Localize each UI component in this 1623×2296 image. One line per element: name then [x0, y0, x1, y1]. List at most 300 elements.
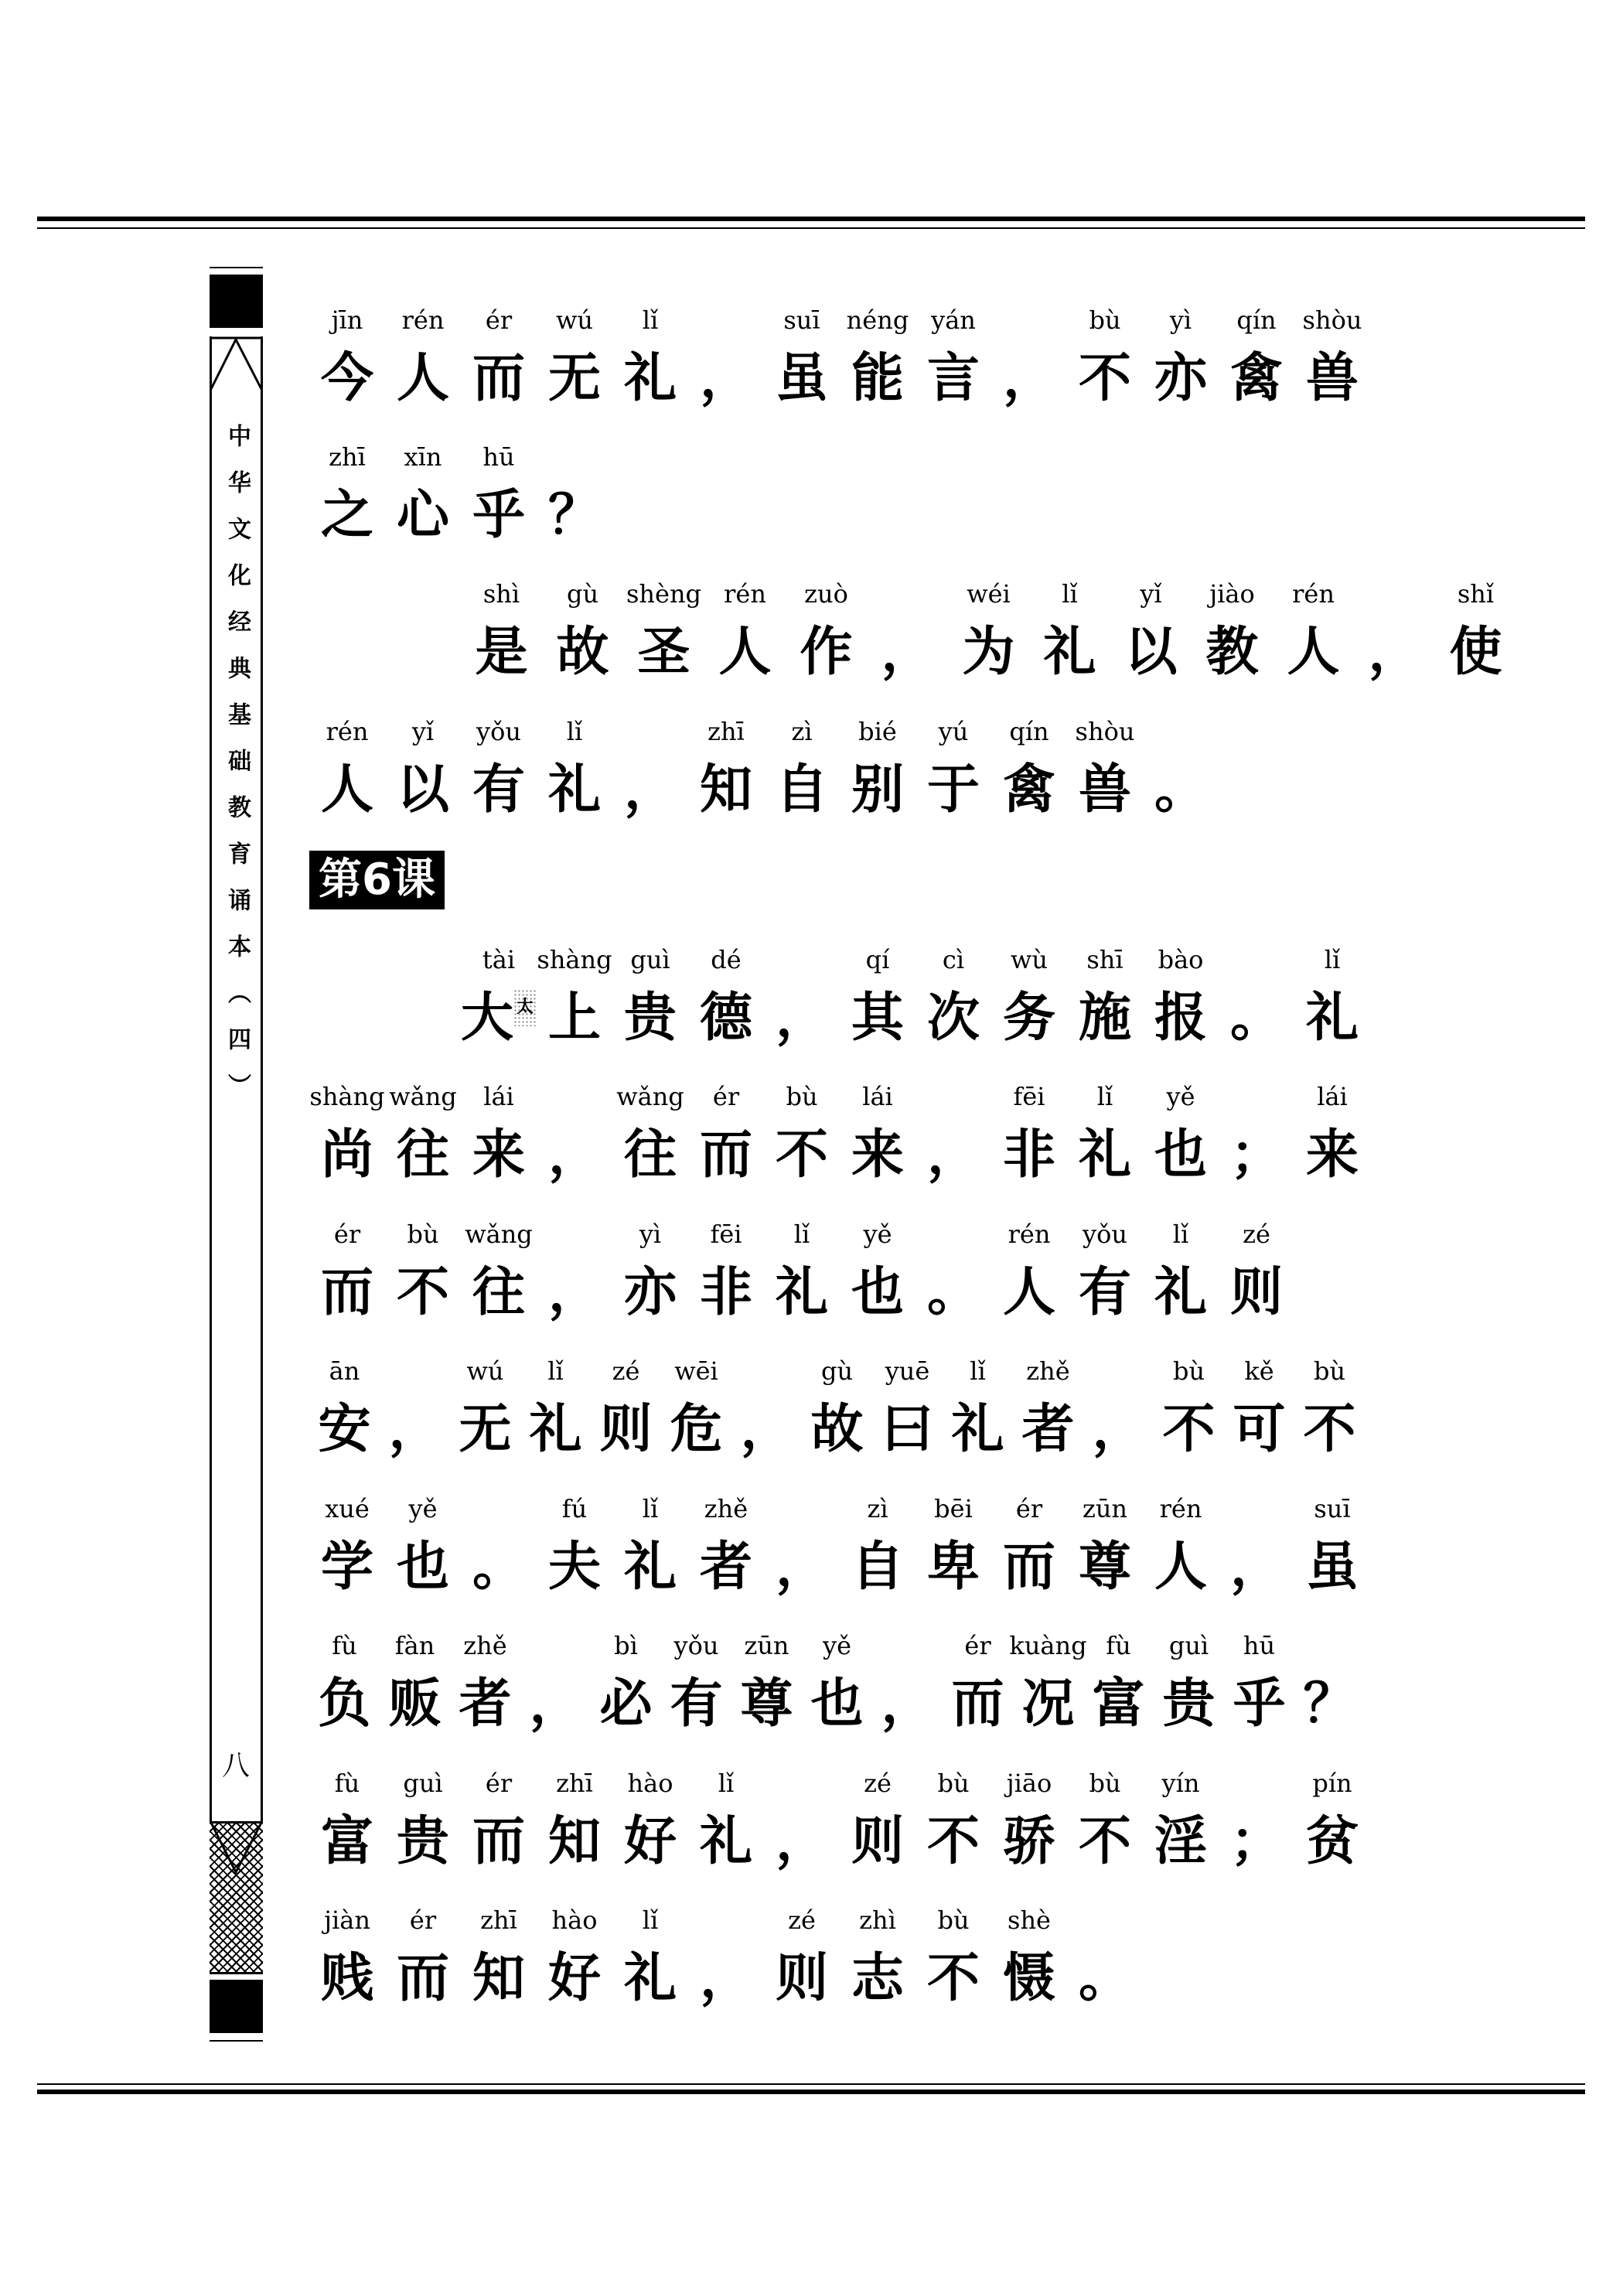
pinyin: qín [1009, 717, 1049, 746]
pinyin: zhě [704, 1494, 748, 1523]
pinyin: fù [1106, 1631, 1131, 1660]
pinyin: rén [1008, 1220, 1051, 1249]
text-line [309, 1061, 1369, 1192]
pinyin: yì [1169, 305, 1192, 335]
pinyin: ér [485, 305, 513, 335]
ruby-unit [1083, 1624, 1154, 1742]
hanzi: ， [881, 1673, 934, 1735]
hanzi: 好 [547, 1948, 601, 2009]
pinyin: bù [1089, 1769, 1121, 1798]
pinyin: yú [938, 717, 969, 746]
pinyin: ér [333, 1220, 361, 1249]
ruby-unit [764, 1487, 840, 1605]
hanzi: 务 [1002, 988, 1055, 1049]
pinyin: wǎng [616, 1082, 684, 1111]
ruby-unit [661, 1624, 731, 1742]
hanzi: 往 [472, 1262, 525, 1323]
ruby-unit [991, 1213, 1067, 1330]
hanzi: 也 [810, 1673, 864, 1735]
hanzi: 志 [851, 1948, 904, 2009]
pinyin: néng [846, 305, 909, 335]
ruby-unit [461, 299, 537, 416]
hanzi: ， [1229, 1537, 1283, 1598]
hanzi: 必 [599, 1673, 653, 1735]
ruby-unit [520, 1624, 591, 1742]
ruby-unit [309, 1075, 385, 1192]
hanzi: 乎 [1233, 1673, 1286, 1735]
ruby-unit [991, 1762, 1067, 1879]
ruby-unit [1154, 1349, 1224, 1467]
pinyin: bì [614, 1631, 638, 1660]
pinyin: zé [788, 1905, 816, 1935]
pinyin: yě [863, 1220, 892, 1249]
ruby-unit [461, 435, 537, 553]
pinyin: qí [865, 945, 890, 974]
hanzi: 不 [396, 1262, 449, 1323]
pinyin: zhě [463, 1631, 507, 1660]
ruby-unit [1083, 1349, 1154, 1467]
ruby-unit [688, 1075, 764, 1192]
hanzi: 礼 [699, 1811, 752, 1872]
top-rule-thick [37, 217, 1585, 221]
pinyin: shòu [1302, 305, 1362, 335]
pinyin: wù [1011, 945, 1048, 974]
hanzi: ， [547, 1262, 601, 1323]
ruby-unit [537, 435, 612, 553]
chevron-bottom-icon [210, 1821, 263, 1875]
pinyin: bù [1089, 305, 1121, 335]
side-line-bottom [210, 2040, 263, 2042]
text-line [309, 924, 1369, 1056]
hanzi: 为 [962, 622, 1015, 683]
bottom-rule-thick [37, 2090, 1585, 2094]
hanzi: 人 [718, 622, 772, 683]
ruby-unit [764, 710, 840, 827]
pinyin: shī [1086, 945, 1123, 974]
ruby-unit [385, 1075, 461, 1192]
pinyin: ér [712, 1082, 740, 1111]
hanzi: 礼 [547, 759, 601, 820]
hanzi: 不 [1078, 1811, 1131, 1872]
ruby-unit [385, 1213, 461, 1330]
pinyin: ér [964, 1631, 991, 1660]
ruby-unit [1143, 299, 1219, 416]
ruby-unit [1110, 572, 1192, 690]
hanzi: 不 [926, 1948, 980, 2009]
pinyin: yě [408, 1494, 438, 1523]
page-number: 八 [221, 1750, 250, 1782]
ruby-unit [461, 1213, 537, 1330]
hanzi: 非 [1002, 1124, 1055, 1186]
pinyin: rén [401, 305, 445, 335]
hanzi: 尊 [740, 1673, 793, 1735]
hanzi: 言 [926, 348, 980, 409]
hanzi: ， [775, 1811, 828, 1872]
ruby-unit [688, 1213, 764, 1330]
ruby-unit [786, 572, 867, 690]
hanzi: 者 [1021, 1399, 1075, 1460]
pinyin: kě [1244, 1356, 1274, 1386]
pinyin: lǐ [642, 1494, 659, 1523]
pinyin: bào [1158, 945, 1204, 974]
pinyin: lái [1317, 1082, 1348, 1111]
ruby-unit [1143, 1213, 1219, 1330]
pinyin: xīn [404, 442, 442, 472]
ruby-unit [385, 1762, 461, 1879]
hanzi: ， [775, 1537, 828, 1598]
pinyin: wǎng [389, 1082, 457, 1111]
pinyin: zì [791, 717, 813, 746]
ruby-unit [461, 710, 537, 827]
side-line-right [261, 336, 263, 1968]
hanzi: 故 [556, 622, 609, 683]
pinyin: rén [724, 579, 766, 609]
hanzi: 无 [459, 1399, 512, 1460]
ruby-unit [385, 710, 461, 827]
pinyin: ér [1015, 1494, 1043, 1523]
ruby-unit [591, 1624, 661, 1742]
pinyin: tài [482, 945, 516, 974]
ruby-unit [1067, 299, 1143, 416]
hanzi: 学 [320, 1537, 373, 1598]
hanzi: 知 [547, 1811, 601, 1872]
pinyin: yǐ [411, 717, 435, 746]
chevron-top-icon [210, 336, 263, 391]
ruby-unit [380, 1349, 450, 1467]
ruby-unit [1294, 299, 1370, 416]
hanzi: 知 [472, 1948, 525, 2009]
pinyin: pín [1312, 1769, 1352, 1798]
ruby-unit [520, 1349, 591, 1467]
ruby-unit [840, 938, 915, 1056]
pinyin: yǒu [673, 1631, 719, 1660]
hanzi: ， [1368, 622, 1421, 683]
hanzi: 人 [1002, 1262, 1055, 1323]
ruby-unit [537, 299, 612, 416]
hanzi: 自 [775, 759, 828, 820]
hanzi: 非 [699, 1262, 752, 1323]
side-block-top [210, 275, 263, 328]
ruby-unit [1154, 1624, 1224, 1742]
hanzi: 尚 [320, 1124, 373, 1186]
hanzi: 礼 [1154, 1262, 1207, 1323]
pinyin: dé [711, 945, 742, 974]
ruby-unit [1294, 938, 1370, 1056]
ruby-unit [840, 1487, 915, 1605]
lesson-heading: 第6课 [309, 851, 445, 909]
pinyin: jīn [331, 305, 363, 335]
hanzi: ？ [1303, 1673, 1356, 1735]
hanzi: 而 [320, 1262, 373, 1323]
ruby-unit [915, 1487, 991, 1605]
pinyin: shàng [309, 1082, 385, 1111]
pinyin: yě [822, 1631, 851, 1660]
hanzi: 则 [599, 1399, 653, 1460]
hanzi: 慑 [1002, 1948, 1055, 2009]
pinyin: wú [556, 305, 593, 335]
ruby-unit [537, 1487, 612, 1605]
pinyin: zuò [804, 579, 848, 609]
ruby-unit [309, 435, 385, 553]
ruby-unit [612, 710, 688, 827]
ruby-unit [1013, 1349, 1083, 1467]
hanzi: 安 [318, 1399, 371, 1460]
hanzi: 往 [623, 1124, 677, 1186]
pinyin: zé [612, 1356, 640, 1386]
hanzi: 人 [396, 348, 449, 409]
ruby-unit [309, 1624, 380, 1742]
ruby-unit [542, 572, 623, 690]
hanzi: 则 [851, 1811, 904, 1872]
ruby-unit [991, 710, 1067, 827]
hanzi: ， [699, 348, 752, 409]
pinyin: yín [1161, 1769, 1200, 1798]
pinyin: fēi [710, 1220, 742, 1249]
pinyin: bù [1313, 1356, 1346, 1386]
hanzi: 贵 [1162, 1673, 1216, 1735]
ruby-unit [915, 1075, 991, 1192]
hanzi: 不 [926, 1811, 980, 1872]
hanzi: 于 [926, 759, 980, 820]
hanzi: 使 [1449, 622, 1502, 683]
ruby-unit [688, 710, 764, 827]
ruby-unit [385, 299, 461, 416]
hanzi: 尊 [1078, 1537, 1131, 1598]
pinyin: guì [403, 1769, 443, 1798]
hanzi: ， [1002, 348, 1055, 409]
ruby-unit [1294, 1349, 1365, 1467]
hanzi: 也 [396, 1537, 449, 1598]
ruby-unit [461, 1762, 537, 1879]
hanzi: 之 [320, 485, 373, 546]
pinyin: jiào [1209, 579, 1255, 609]
hanzi: 虽 [1305, 1537, 1359, 1598]
pinyin: zì [867, 1494, 888, 1523]
hanzi: 礼 [529, 1399, 582, 1460]
pinyin: bù [1172, 1356, 1205, 1386]
ruby-unit [1219, 1213, 1294, 1330]
ruby-unit [991, 1075, 1067, 1192]
text-line [309, 696, 1369, 827]
ruby-unit [1067, 938, 1143, 1056]
hanzi: 贵 [396, 1811, 449, 1872]
hanzi-with-note [461, 981, 537, 1056]
text-line [309, 558, 1502, 690]
hanzi: 人 [1287, 622, 1340, 683]
ruby-unit [612, 938, 688, 1056]
hanzi: 兽 [1305, 348, 1359, 409]
ruby-unit [867, 572, 948, 690]
ruby-unit [461, 1487, 537, 1605]
ruby-unit [1143, 1762, 1219, 1879]
text-line [309, 1199, 1369, 1330]
ruby-unit [612, 1899, 688, 2016]
hanzi: 上 [547, 988, 601, 1049]
ruby-unit [764, 1762, 840, 1879]
ruby-unit [943, 1624, 1013, 1742]
ruby-unit [948, 572, 1029, 690]
pinyin: zhì [859, 1905, 896, 1935]
hanzi: ； [1229, 1811, 1283, 1872]
pinyin: fù [334, 1769, 360, 1798]
pinyin: lǐ [970, 1356, 986, 1386]
ruby-unit [661, 1349, 731, 1467]
bottom-rule-thin [37, 2083, 1585, 2085]
pinyin: yǐ [1140, 579, 1162, 609]
hanzi: 兽 [1078, 759, 1131, 820]
pinyin: lái [862, 1082, 893, 1111]
ruby-unit [612, 1213, 688, 1330]
hanzi: 。 [1229, 988, 1283, 1049]
hanzi: 礼 [1043, 622, 1096, 683]
hanzi: 往 [396, 1124, 449, 1186]
pinyin: kuàng [1009, 1631, 1087, 1660]
ruby-unit [991, 1899, 1067, 2016]
pinyin: yì [639, 1220, 662, 1249]
ruby-unit [1219, 1762, 1294, 1879]
hanzi: 其 [851, 988, 904, 1049]
ruby-unit [872, 1624, 943, 1742]
hanzi: 礼 [775, 1262, 828, 1323]
pinyin: shèng [626, 579, 702, 609]
pinyin: zhī [708, 717, 745, 746]
ruby-unit [309, 1213, 385, 1330]
hanzi: ； [1229, 1124, 1283, 1186]
pinyin: bié [858, 717, 897, 746]
ruby-unit [537, 1075, 612, 1192]
side-block-bottom [210, 1980, 263, 2033]
pinyin: hū [1243, 1631, 1276, 1660]
hanzi: 富 [1092, 1673, 1145, 1735]
pinyin: shòu [1075, 717, 1135, 746]
pinyin: fēi [1013, 1082, 1045, 1111]
pinyin: bēi [934, 1494, 973, 1523]
hanzi: ， [388, 1399, 442, 1460]
pinyin: lǐ [642, 1905, 659, 1935]
ruby-unit [1219, 299, 1294, 416]
pinyin: rén [1292, 579, 1335, 609]
hanzi: ， [529, 1673, 582, 1735]
ruby-unit [840, 710, 915, 827]
text-line [309, 1885, 1369, 2016]
pinyin: yuē [885, 1356, 930, 1386]
pinyin: gù [820, 1356, 854, 1386]
ruby-unit [537, 938, 612, 1056]
hanzi: 卑 [926, 1537, 980, 1598]
hanzi: 礼 [623, 1948, 677, 2009]
pinyin: cì [942, 945, 965, 974]
hanzi: 而 [951, 1673, 1004, 1735]
hanzi: 者 [699, 1537, 752, 1598]
ruby-unit [991, 299, 1067, 416]
hanzi: 礼 [1305, 988, 1359, 1049]
text-line [309, 285, 1369, 416]
pinyin: shè [1008, 1905, 1051, 1935]
pinyin: hào [551, 1905, 598, 1935]
ruby-unit [915, 1899, 991, 2016]
book-title: 中华文化经典基础教育诵本（四） [223, 424, 251, 1120]
ruby-unit [991, 938, 1067, 1056]
ruby-unit [991, 1487, 1067, 1605]
hanzi: 故 [810, 1399, 864, 1460]
ruby-unit [1294, 1075, 1370, 1192]
ruby-unit [591, 1349, 661, 1467]
ruby-unit [612, 1762, 688, 1879]
ruby-unit [1294, 1624, 1365, 1742]
hanzi: 不 [1303, 1399, 1356, 1460]
hanzi: ， [740, 1399, 793, 1460]
hanzi: 。 [472, 1537, 525, 1598]
pinyin: fú [561, 1494, 588, 1523]
hanzi: 禽 [1002, 759, 1055, 820]
hanzi: 贱 [320, 1948, 373, 2009]
pinyin: ér [485, 1769, 513, 1798]
hanzi: 来 [1305, 1124, 1359, 1186]
ruby-unit [461, 1075, 537, 1192]
ruby-unit [1219, 1487, 1294, 1605]
hanzi: 。 [1078, 1948, 1131, 2009]
ruby-unit [688, 938, 764, 1056]
hanzi: 而 [472, 1811, 525, 1872]
top-rule-thin [37, 227, 1585, 229]
pinyin: zhī [329, 442, 366, 472]
ruby-unit [915, 1213, 991, 1330]
ruby-unit [915, 1762, 991, 1879]
hanzi: 无 [547, 348, 601, 409]
ruby-unit [612, 1075, 688, 1192]
ruby-unit [1143, 1075, 1219, 1192]
pinyin: guì [630, 945, 670, 974]
hanzi: 好 [623, 1811, 677, 1872]
pinyin: rén [1159, 1494, 1202, 1523]
hanzi: 以 [396, 759, 449, 820]
ruby-unit [309, 710, 385, 827]
hanzi: 淫 [1154, 1811, 1207, 1872]
ruby-unit [840, 1899, 915, 2016]
hanzi: ， [623, 759, 677, 820]
pinyin: wéi [967, 579, 1011, 609]
hanzi: 虽 [775, 348, 828, 409]
pinyin: zé [864, 1769, 892, 1798]
ruby-unit [764, 938, 840, 1056]
side-line-left [210, 336, 212, 1968]
pinyin: shǐ [1457, 579, 1495, 609]
pinyin: yǒu [476, 717, 521, 746]
hanzi: 。 [926, 1262, 980, 1323]
text-line [309, 1610, 1369, 1742]
hanzi: ， [699, 1948, 752, 2009]
pinyin: lǐ [1062, 579, 1078, 609]
hanzi: ， [1092, 1399, 1145, 1460]
text-line [309, 1748, 1369, 1879]
ruby-unit [1143, 1487, 1219, 1605]
ruby-unit [1067, 1075, 1143, 1192]
hanzi: ， [926, 1124, 980, 1186]
pinyin: suī [783, 305, 820, 335]
hanzi: 富 [320, 1811, 373, 1872]
ruby-unit [915, 938, 991, 1056]
hanzi: 者 [459, 1673, 512, 1735]
hanzi: 别 [851, 759, 904, 820]
pinyin: lǐ [642, 305, 659, 335]
ruby-unit [385, 435, 461, 553]
ruby-unit [1067, 1899, 1143, 2016]
pinyin: lǐ [718, 1769, 735, 1798]
pinyin: hū [482, 442, 515, 472]
pinyin: lǐ [1096, 1082, 1113, 1111]
hanzi: 礼 [1078, 1124, 1131, 1186]
ruby-unit [1143, 938, 1219, 1056]
